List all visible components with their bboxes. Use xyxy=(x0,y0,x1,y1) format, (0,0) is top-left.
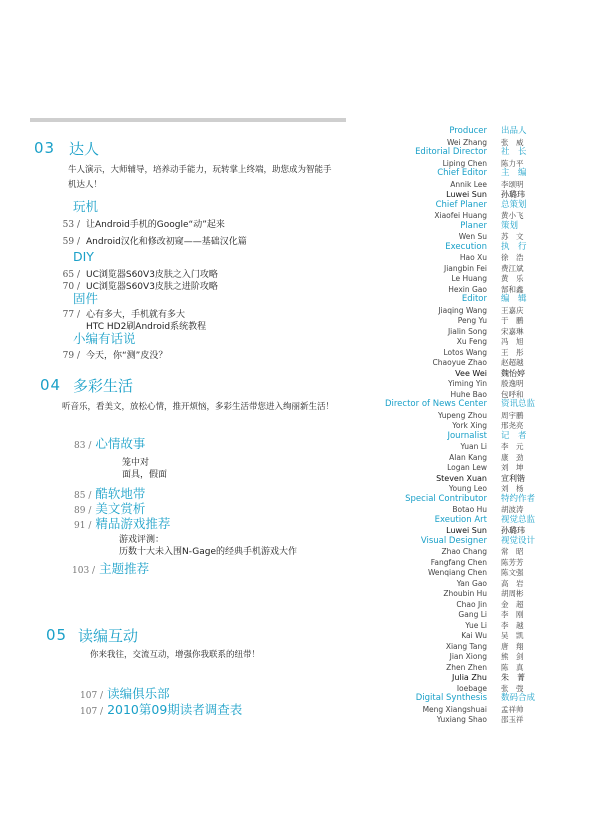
credit-name-en: Young Leo xyxy=(448,484,487,493)
credit-name-row xyxy=(360,525,600,536)
credit-name-en: Gang Li xyxy=(458,610,487,619)
credit-name-cn: 孙璐玮 xyxy=(501,526,525,535)
credit-name-en: Yuan Li xyxy=(460,442,487,451)
credit-name-cn: 宣利锴 xyxy=(501,473,525,483)
credit-name-cn: 孙璐玮 xyxy=(501,190,525,199)
credit-name-cn: 金 超 xyxy=(501,599,524,609)
credit-name-row xyxy=(360,378,600,389)
credit-name-cn: 郜和鑫 xyxy=(501,284,524,294)
credit-name-en: Botao Hu xyxy=(452,505,487,514)
credit-role-cn: 策划 xyxy=(501,220,519,231)
credit-name-en: Yuxiang Shao xyxy=(436,715,487,724)
section-03-number: 03 xyxy=(34,139,56,157)
credit-name-en: Fangfang Chen xyxy=(430,557,487,567)
credit-name-en: Yiming Yin xyxy=(448,379,487,388)
credit-role-row xyxy=(360,294,600,305)
credit-role-row xyxy=(360,536,600,547)
credit-name-en: Le Huang xyxy=(451,274,487,283)
toc-entry[interactable]: 79 / 今天，你“测”皮没？ xyxy=(62,351,168,361)
credit-name-row xyxy=(360,588,600,599)
credit-role-en: Execution xyxy=(445,241,487,252)
credit-name-cn: 包呼和 xyxy=(501,389,524,399)
credit-name-row xyxy=(360,137,600,148)
credit-role-en: Director of News Center xyxy=(384,399,487,409)
toc-entry[interactable]: HTC HD2刷Android系统教程 xyxy=(86,322,207,332)
credit-name-cn: 赵超越 xyxy=(501,358,524,367)
credit-name-en: Alan Kang xyxy=(449,452,487,462)
credit-name-row xyxy=(360,179,600,190)
credit-name-cn: 王 彤 xyxy=(501,347,524,357)
credit-name-en: Kai Wu xyxy=(461,631,487,640)
credit-name-row xyxy=(360,672,600,683)
credit-name-en: Yue Li xyxy=(465,620,487,630)
toc-entry[interactable]: 53 / 让Android手机的Google“动”起来 xyxy=(62,220,225,230)
credit-name-row xyxy=(360,263,600,274)
credit-role-row xyxy=(360,126,600,137)
credit-name-row xyxy=(360,452,600,463)
credit-name-row xyxy=(360,420,600,431)
credit-name-cn: 李 元 xyxy=(501,442,524,451)
toc-item[interactable]: 103 / 主题推荐 xyxy=(72,561,150,576)
credit-role-en: Exeution Art xyxy=(434,514,487,525)
credit-name-cn: 李 越 xyxy=(501,620,524,630)
toc-item[interactable]: 89 / 美文赏析 xyxy=(74,501,146,516)
credit-name-en: Hexin Gao xyxy=(448,284,487,294)
credit-name-cn: 张 威 xyxy=(501,137,524,147)
section-04-desc: 听音乐，看美文，放松心情，推开烦恼，多彩生活带您进入绚丽新生活！ xyxy=(62,402,335,412)
credit-name-en: Jiangbin Fei xyxy=(444,263,487,273)
credit-role-en: Chief Planer xyxy=(435,199,487,210)
section-05-number: 05 xyxy=(46,626,68,644)
credit-name-en: Luwei Sun xyxy=(446,190,487,199)
credit-name-cn: 费江斌 xyxy=(501,263,524,273)
credit-name-row xyxy=(360,567,600,578)
credit-name-cn: 李 刚 xyxy=(501,610,524,619)
credit-name-en: Jialin Song xyxy=(447,326,487,336)
credit-name-en: Wenqiang Chen xyxy=(427,568,487,577)
credit-name-en: Xiang Tang xyxy=(445,641,487,651)
toc-sub[interactable]: 历数十大未入围N-Gage的经典手机游戏大作 xyxy=(119,547,298,557)
credit-role-en: Visual Designer xyxy=(420,535,487,546)
credit-name-row xyxy=(360,609,600,620)
credit-name-en: Chaoyue Zhao xyxy=(432,358,487,367)
credit-role-row xyxy=(360,399,600,410)
credit-name-row xyxy=(360,462,600,473)
credit-name-cn: 胡波涛 xyxy=(501,505,524,514)
credit-name-cn: 唐 翔 xyxy=(501,641,524,651)
credit-name-cn: 邢尧亮 xyxy=(501,421,524,430)
credit-name-en: Logan Lew xyxy=(447,463,487,472)
credit-role-cn: 特约作者 xyxy=(501,493,536,504)
credit-name-en: Huhe Bao xyxy=(450,389,487,399)
credit-role-cn: 总策划 xyxy=(501,199,527,210)
credit-name-cn: 常 昭 xyxy=(501,547,524,556)
credit-name-row xyxy=(360,410,600,421)
credit-role-en: Editor xyxy=(461,294,487,304)
credit-name-row xyxy=(360,504,600,515)
credit-name-en: Luwei Sun xyxy=(446,526,487,535)
credit-name-row xyxy=(360,389,600,400)
credit-name-cn: 张 弢 xyxy=(501,683,524,693)
credit-name-row xyxy=(360,326,600,337)
credit-role-row xyxy=(360,693,600,704)
section-04-number: 04 xyxy=(40,376,62,394)
credit-name-row xyxy=(360,336,600,347)
top-rule xyxy=(30,118,346,122)
credit-name-en: Liping Chen xyxy=(442,158,487,168)
credit-role-en: Editorial Director xyxy=(415,147,487,157)
section-03-desc: 牛人演示，大师辅导，培养动手能力，玩转掌上终端，助您成为智能手机达人！ xyxy=(68,165,332,190)
credit-name-en: Wei Zhang xyxy=(446,137,487,147)
credit-name-en: Wen Su xyxy=(458,232,487,241)
credit-name-en: Zhen Zhen xyxy=(446,662,487,672)
credit-name-row xyxy=(360,347,600,358)
credit-name-en: York Xing xyxy=(452,421,487,430)
credit-name-row xyxy=(360,231,600,242)
credit-role-cn: 出品人 xyxy=(501,126,527,136)
credit-role-en: Special Contributor xyxy=(405,493,487,504)
category-firmware[interactable]: 固件 xyxy=(73,291,99,306)
credit-role-cn: 编 辑 xyxy=(501,294,527,304)
credit-role-row xyxy=(360,221,600,232)
toc-item[interactable]: 83 / 心情故事 xyxy=(74,436,146,451)
credit-name-row xyxy=(360,630,600,641)
credit-name-en: Steven Xuan xyxy=(436,473,487,483)
credit-name-cn: 胡周彬 xyxy=(501,589,524,598)
section-05-title: 读编互动 xyxy=(78,627,139,645)
credit-role-en: Planer xyxy=(460,220,487,231)
toc-sub[interactable]: 面具，假面 xyxy=(122,470,168,480)
credit-role-cn: 视觉设计 xyxy=(501,535,536,546)
toc-item[interactable]: 107 / 2010第09期读者调查表 xyxy=(80,702,243,717)
credit-name-row xyxy=(360,357,600,368)
credit-role-row xyxy=(360,242,600,253)
credit-name-cn: 刘 坤 xyxy=(501,463,524,472)
credit-name-cn: 高 岩 xyxy=(501,578,524,588)
credit-name-cn: 朱 菁 xyxy=(501,673,525,682)
credit-name-row xyxy=(360,273,600,284)
credit-name-en: Zhoubin Hu xyxy=(443,589,487,598)
credit-name-cn: 刘 杨 xyxy=(501,484,524,493)
credit-role-row xyxy=(360,515,600,526)
toc-item[interactable]: 107 / 读编俱乐部 xyxy=(80,686,170,701)
toc-sub[interactable]: 笼中对 xyxy=(122,458,150,468)
credit-name-en: Zhao Chang xyxy=(441,547,487,556)
credit-name-row xyxy=(360,189,600,200)
credit-name-row xyxy=(360,651,600,662)
credit-name-row xyxy=(360,641,600,652)
credit-name-row xyxy=(360,620,600,631)
credit-name-cn: 熊 剑 xyxy=(501,652,524,661)
credit-role-row xyxy=(360,494,600,505)
credit-name-row xyxy=(360,441,600,452)
credit-name-cn: 徐 浩 xyxy=(501,253,524,262)
credit-name-row xyxy=(360,284,600,295)
credit-name-en: Meng Xiangshuai xyxy=(422,704,487,714)
credit-name-row xyxy=(360,483,600,494)
toc-entry[interactable]: 59 / Android汉化和修改初窥——基础汉化篇 xyxy=(62,237,247,247)
credit-name-en: Vee Wei xyxy=(455,368,487,378)
credit-name-en: Yupeng Zhou xyxy=(438,410,487,420)
category-wanji[interactable]: 玩机 xyxy=(73,199,99,214)
credit-name-row xyxy=(360,683,600,694)
credit-role-cn: 记 者 xyxy=(501,430,527,441)
section-05-desc: 你来我往，交流互动，增强你我联系的纽带！ xyxy=(90,650,261,660)
credit-role-cn: 视觉总监 xyxy=(501,514,536,525)
credit-name-cn: 黄 乐 xyxy=(501,274,524,283)
credit-name-cn: 邵玉祥 xyxy=(501,715,524,724)
credit-role-row xyxy=(360,147,600,158)
credit-name-cn: 吴 凯 xyxy=(501,631,524,640)
credit-name-row xyxy=(360,557,600,568)
section-03-title: 达人 xyxy=(69,140,100,158)
credit-name-row xyxy=(360,714,600,725)
credit-name-en: Ioebage xyxy=(456,683,487,693)
toc-entry[interactable]: 65 / UC浏览器S60V3皮肤之入门攻略 xyxy=(62,270,218,280)
credit-name-en: Yan Gao xyxy=(456,578,487,588)
credit-name-en: Xiaofei Huang xyxy=(434,211,487,220)
credit-name-cn: 陈芳芳 xyxy=(501,557,524,567)
category-diy[interactable]: DIY xyxy=(73,249,94,264)
credit-name-row xyxy=(360,368,600,379)
credit-name-en: Annik Lee xyxy=(450,179,487,189)
credit-role-row xyxy=(360,200,600,211)
credit-name-cn: 魏怡婷 xyxy=(501,368,525,378)
credit-role-en: Digital Synthesis xyxy=(415,693,487,703)
credit-name-row xyxy=(360,704,600,715)
credit-name-row xyxy=(360,210,600,221)
credit-name-en: Lotos Wang xyxy=(443,347,487,357)
credit-name-cn: 王嘉庆 xyxy=(501,305,524,315)
credit-name-cn: 苏 文 xyxy=(501,232,524,241)
credit-name-en: Peng Yu xyxy=(457,316,487,325)
credit-name-cn: 周宇鹏 xyxy=(501,410,524,420)
credit-role-en: Producer xyxy=(449,126,487,136)
credit-name-row xyxy=(360,599,600,610)
toc-entry[interactable]: 77 / 心有多大，手机就有多大 xyxy=(62,310,186,320)
credit-name-row xyxy=(360,662,600,673)
credit-name-cn: 殷逸明 xyxy=(501,379,524,388)
credit-name-cn: 冯 旭 xyxy=(501,337,524,346)
toc-sub[interactable]: 游戏评测： xyxy=(119,535,165,545)
credit-role-en: Journalist xyxy=(447,430,487,441)
toc-item[interactable]: 85 / 酷软地带 xyxy=(74,486,146,501)
credit-name-cn: 孟祥帅 xyxy=(501,704,524,714)
credit-role-cn: 执 行 xyxy=(501,241,527,252)
credit-name-en: Julia Zhu xyxy=(452,673,487,682)
credit-role-cn: 社 长 xyxy=(501,147,527,157)
credit-name-cn: 陈力平 xyxy=(501,158,524,168)
credit-name-cn: 陈文强 xyxy=(501,568,524,577)
credit-name-en: Jiaqing Wang xyxy=(438,305,487,315)
credit-name-en: Chao Jin xyxy=(456,599,487,609)
toc-entry[interactable]: 70 / UC浏览器S60V3皮肤之进阶攻略 xyxy=(62,282,218,292)
toc-item[interactable]: 91 / 精品游戏推荐 xyxy=(74,516,171,531)
credit-role-cn: 资讯总监 xyxy=(501,399,536,409)
credit-name-cn: 黄小飞 xyxy=(501,211,524,220)
credit-role-cn: 数码合成 xyxy=(501,693,536,703)
credit-name-row xyxy=(360,546,600,557)
credit-name-en: Jian Xiong xyxy=(449,652,487,661)
credit-role-row xyxy=(360,431,600,442)
credit-name-row xyxy=(360,473,600,484)
credit-name-row xyxy=(360,305,600,316)
credit-role-en: Chief Editor xyxy=(437,168,487,178)
credit-name-en: Hao Xu xyxy=(459,253,487,262)
credit-name-row xyxy=(360,158,600,169)
credit-name-cn: 康 劲 xyxy=(501,452,524,462)
credit-name-cn: 李颂明 xyxy=(501,179,524,189)
credit-name-row xyxy=(360,578,600,589)
credit-name-en: Xu Feng xyxy=(456,337,487,346)
section-04-title: 多彩生活 xyxy=(73,377,134,395)
credit-role-row xyxy=(360,168,600,179)
credit-name-row xyxy=(360,315,600,326)
credit-role-cn: 主 编 xyxy=(501,168,527,178)
credit-name-cn: 陈 真 xyxy=(501,662,524,672)
credit-name-cn: 于 鹏 xyxy=(501,316,524,325)
credit-name-row xyxy=(360,252,600,263)
credit-name-cn: 宋嘉琳 xyxy=(501,326,524,336)
category-editor-talk[interactable]: 小编有话说 xyxy=(73,331,136,346)
